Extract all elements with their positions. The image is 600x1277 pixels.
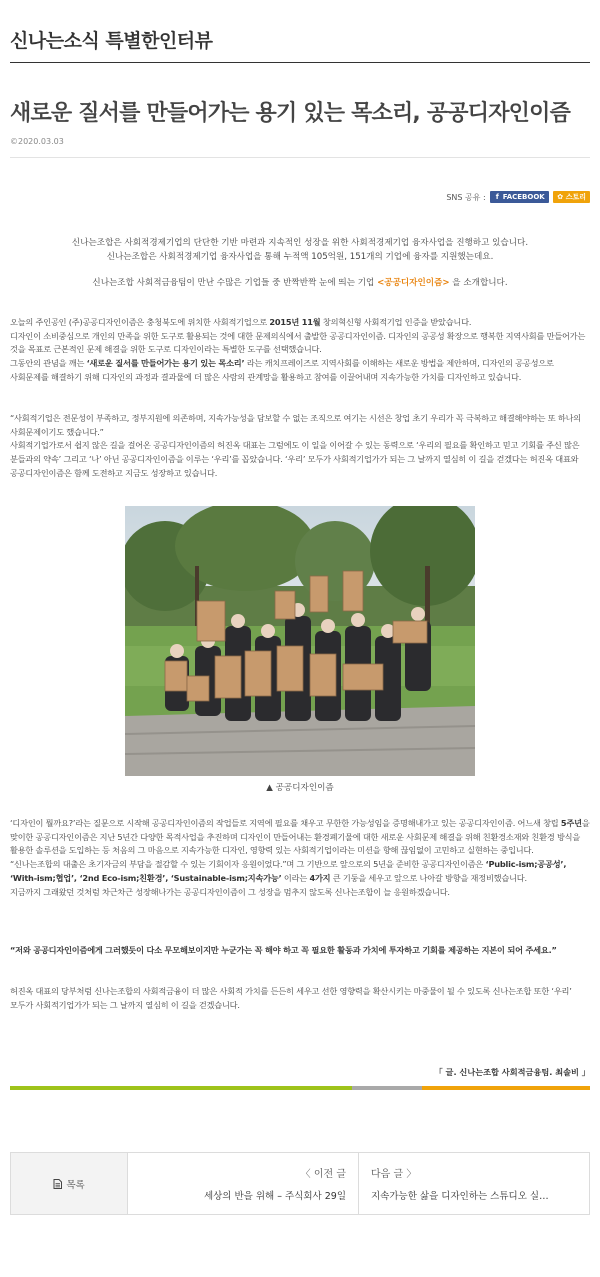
- color-bar-green: [10, 1086, 352, 1090]
- article-credit: 「 글. 신나는조합 사회적금융팀. 최솔비 」: [434, 1067, 590, 1077]
- title-divider: [10, 157, 590, 158]
- facebook-icon: f: [495, 192, 499, 201]
- p3-text-a: ‘디자인이 뭘까요?’라는 질문으로 시작해 공공디자인이즘의 작업들로 지역에 필요를 채우고 무한한 가능성임을 증명해내가고 있는 공공디자인이즘. 어느새 창립: [10, 818, 561, 828]
- chevron-left-icon: 〈: [300, 1169, 314, 1180]
- board-title: 신나는소식 특별한인터뷰: [10, 30, 213, 52]
- p3-text-f: 이라는: [281, 872, 310, 883]
- article-intro: [10, 236, 590, 290]
- p1-founding-date: 2015년 11월: [269, 317, 321, 327]
- prev-post-label: [301, 1165, 346, 1180]
- kakao-story-icon: ✿: [557, 192, 564, 201]
- article-date-text: 2020.03.03: [18, 137, 64, 146]
- document-icon: [53, 1179, 62, 1189]
- next-post-subject: 지속가능한 삶을 디자인하는 스튜디오 실…: [371, 1191, 549, 1202]
- list-button-label: 목록: [66, 1179, 85, 1191]
- group-photo-image: [125, 506, 475, 776]
- color-bar-orange: [422, 1086, 590, 1090]
- intro-line-3-text: 신나는조합 사회적금융팀이 만난 수많은 기업들 중 반짝반짝 눈에 띄는 기업: [92, 278, 378, 288]
- p3-text-d: “신나는조합의 대출은 초기자금의 부담을 절감할 수 있는 기회이자 응원이었다.”며 그 기반으로 앞으로의 5년을 준비한 공공디자인이즘은: [10, 859, 486, 870]
- sns-share-label: SNS 공유 :: [446, 192, 486, 202]
- p1-text-a: 오늘의 주인공인 (주)공공디자인이즘은 충청북도에 위치한 사회적기업으로: [10, 317, 270, 327]
- p1-text-c: 창의혁신형 사회적기업 인증을 받았습니다.: [320, 317, 472, 327]
- copyright-icon: ©: [10, 137, 18, 146]
- prev-post-subject: 세상의 반을 위해 – 주식회사 29일: [203, 1191, 346, 1202]
- next-post-label-text: 다음 글: [371, 1169, 404, 1180]
- intro-line-1: 신나는조합은 사회적경제기업의 단단한 기반 마련과 지속적인 성장을 위한 사회적경제기업 융자사업을 진행하고 있습니다.: [71, 238, 529, 248]
- post-navigation: [10, 1152, 590, 1215]
- body-paragraph-2: [10, 412, 590, 481]
- p3-pillar-count: 4가지: [309, 872, 331, 883]
- p3-anniversary: 5주년: [560, 818, 582, 828]
- p2-body: 사회적기업가로서 쉽지 않은 길을 걸어온 공공디자인이즘의 허진옥 대표는 그럼에도 이 일을 이어갈 수 있는 동력으로 ‘우리의 필요를 확인하고 믿고 기회를 주신 많은 분들과의 약속’ 그리고 ‘나’ 아닌 공공디자인이즘을 이루는 ‘우리’를 꼽았습니다. ‘우리’ 모두가 사회적기업가가 되는 그 날까지 열심히 이 길을 걷겠다는 허진옥 대표와 공공디자인이즘은 함께 도전하고 지금도 성장하고 있습니다.: [10, 440, 580, 478]
- p1-catchphrase: ‘새로운 질서를 만들어가는 용기 있는 목소리’: [86, 358, 245, 369]
- color-bar-gray: [352, 1086, 422, 1090]
- p2-quote: “사회적기업은 전문성이 부족하고, 정부지원에 의존하며, 지속가능성을 담보할 수 없는 조직으로 여기는 시선은 창업 초기 우리가 꼭 극복하고 해결해야하는 또 하나의 사회문제이기도 했습니다.”: [10, 413, 582, 437]
- company-highlight: <공공디자인이즘>: [377, 278, 450, 288]
- body-paragraph-5: [10, 985, 590, 1012]
- body-paragraph-4: [10, 944, 590, 958]
- header-divider: [10, 62, 590, 63]
- chevron-right-icon: 〉: [403, 1169, 417, 1180]
- facebook-share-button[interactable]: [490, 191, 549, 203]
- intro-line-3-end: 을 소개합니다.: [449, 278, 508, 288]
- p5-text: 허진옥 대표의 당부처럼 신나는조합의 사회적금융이 더 많은 사회적 가치를 든든히 세우고 선한 영향력을 확산시키는 마중물이 될 수 있도록 신나는조합 또한 ‘우리’ 모두가 사회적기업가가 되는 그 날까지 열심히 이 길을 걷겠습니다.: [10, 986, 572, 1010]
- article-date: [10, 137, 64, 146]
- group-photo: [125, 506, 475, 776]
- photo-caption: ▲ 공공디자인이즘: [266, 783, 334, 793]
- body-paragraph-1: [10, 316, 590, 385]
- p3-text-c: 을 맞이한 공공디자인이즘은 지난 5년간 다양한 목적사업을 추진하며 디자인이 만들어내는 환경폐기물에 대한 새로운 사회문제 해결을 위해 친환경소재와 친환경 방식을 활용한 솔루션을 도입하는 등 처음의 그 마음으로 지속가능한 디자인, 영향력 있는 사회적기업이라는 미션을 향해 끊임없이 고민하고 실현하는 중입니다.: [10, 818, 590, 856]
- intro-line-3: [10, 276, 590, 290]
- next-post-label: [371, 1165, 416, 1180]
- kakao-story-share-button[interactable]: [553, 191, 590, 203]
- intro-line-2: 신나는조합은 사회적경제기업 융자사업을 통해 누적액 105억원, 151개의 기업에 융자를 지원했는데요.: [106, 252, 494, 262]
- prev-post-link[interactable]: [128, 1153, 359, 1214]
- sns-share: [446, 191, 590, 203]
- facebook-share-label: FACEBOOK: [502, 193, 545, 201]
- prev-post-label-text: 이전 글: [313, 1169, 346, 1180]
- p3-pillars: ‘Public-ism;공공성’, ‘With-ism;협업’, ‘2nd Eco-ism;친환경’, ‘Sustainable-ism;지속가능’: [10, 859, 567, 883]
- p1-text-d: 디자인이 소비중심으로 개인의 만족을 위한 도구로 활용되는 것에 대한 문제의식에서 출발한 공공디자인이즘. 디자인의 공공성 확장으로 행복한 지역사회를 만들어가는 것을 목표로 근본적인 문제 해결을 위한 도구로 디자인이라는 특별한 도구를 선택했습니다.: [10, 330, 586, 355]
- footer-color-bar: [10, 1086, 590, 1090]
- list-button[interactable]: [11, 1153, 128, 1214]
- next-post-link[interactable]: [359, 1153, 589, 1214]
- p1-text-e: 그동안의 관념을 깨는: [10, 358, 87, 369]
- p1-text-g: 라는 캐치프레이즈로 지역사회를 이해하는 새로운 방법을 제안하며, 디자인의 공공성으로 사회문제를 해결하기 위해 디자인의 과정과 결과물에 더 많은 사람의 관계망을 활용하고 참여를 이끌어내며 지속가능한 가치를 디자인하고 있습니다.: [10, 358, 554, 382]
- kakao-story-share-label: 스토리: [565, 193, 586, 201]
- p4-quote: “저와 공공디자인이즘에게 그러했듯이 다소 무모해보이지만 누군가는 꼭 해야 하고 꼭 필요한 활동과 가치에 투자하고 기회를 제공하는 지본이 되어 주세요.”: [10, 945, 557, 955]
- body-paragraph-3: [10, 817, 590, 899]
- p3-text-h: 큰 기둥을 세우고 앞으로 나아갈 방향을 재정비했습니다.: [330, 872, 527, 883]
- p3-text-i: 지금까지 그래왔던 것처럼 차근차근 성장해나가는 공공디자인이즘이 그 성장을 멈추지 않도록 신나는조합이 늘 응원하겠습니다.: [10, 886, 450, 897]
- article-title: 새로운 질서를 만들어가는 용기 있는 목소리, 공공디자인이즘: [10, 101, 571, 126]
